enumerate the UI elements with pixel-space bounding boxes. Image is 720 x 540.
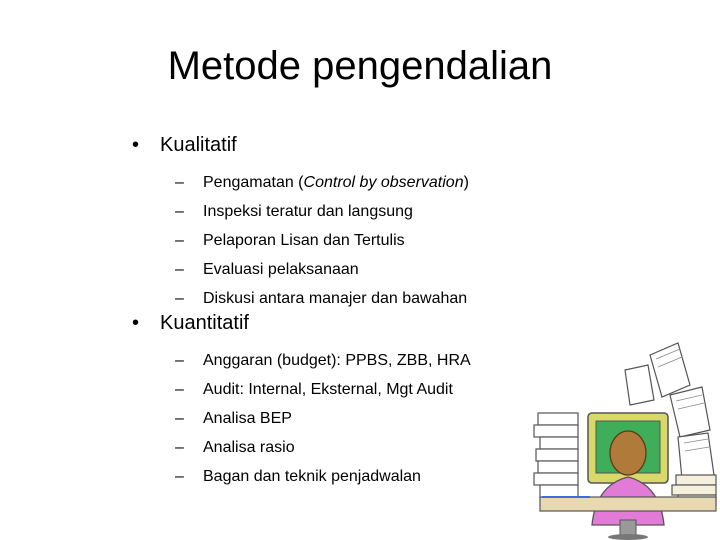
list-item: [175, 462, 471, 491]
italic-text: Control by observation: [303, 174, 464, 191]
list-item-text: Evaluasi pelaksanaan: [203, 261, 359, 278]
section-kualitatif: [132, 132, 469, 313]
list-item-text: Anggaran (budget): PPBS, ZBB, HRA: [203, 352, 471, 369]
sub-list: [175, 168, 469, 313]
list-item-text: Bagan dan teknik penjadwalan: [203, 468, 421, 485]
list-item-text: Diskusi antara manajer dan bawahan: [203, 290, 468, 307]
list-item: [175, 433, 471, 462]
list-item-text: Analisa BEP: [203, 410, 292, 427]
dash: –: [175, 174, 184, 191]
list-item: [175, 226, 469, 255]
section-kuantitatif: [132, 310, 471, 491]
dash: –: [175, 203, 184, 220]
sub-list: [175, 346, 471, 491]
person-at-computer-illustration: [530, 325, 720, 540]
list-item: [175, 284, 469, 313]
bullet-dot: •: [132, 312, 140, 334]
bullet-heading-row: [132, 132, 469, 158]
dash: –: [175, 290, 184, 307]
dash: –: [175, 439, 184, 456]
dash: –: [175, 381, 184, 398]
list-item: [175, 255, 469, 284]
dash: –: [175, 261, 184, 278]
dash: –: [175, 352, 184, 369]
bullet-heading-row: [132, 310, 471, 336]
list-item-text: Audit: Internal, Eksternal, Mgt Audit: [203, 381, 453, 398]
section-heading: Kualitatif: [160, 134, 237, 156]
list-item-text: Pengamatan (Control by observation): [203, 174, 469, 191]
dash: –: [175, 232, 184, 249]
section-heading: Kuantitatif: [160, 312, 249, 334]
list-item-text: Inspeksi teratur dan langsung: [203, 203, 413, 220]
bullet-dot: •: [132, 134, 140, 156]
list-item: [175, 375, 471, 404]
list-item: [175, 346, 471, 375]
slide-title: Metode pengendalian: [167, 44, 553, 88]
dash: –: [175, 410, 184, 427]
list-item: [175, 168, 469, 197]
list-item-text: Analisa rasio: [203, 439, 295, 456]
list-item: [175, 197, 469, 226]
list-item-text: Pelaporan Lisan dan Tertulis: [203, 232, 405, 249]
list-item: [175, 404, 471, 433]
dash: –: [175, 468, 184, 485]
